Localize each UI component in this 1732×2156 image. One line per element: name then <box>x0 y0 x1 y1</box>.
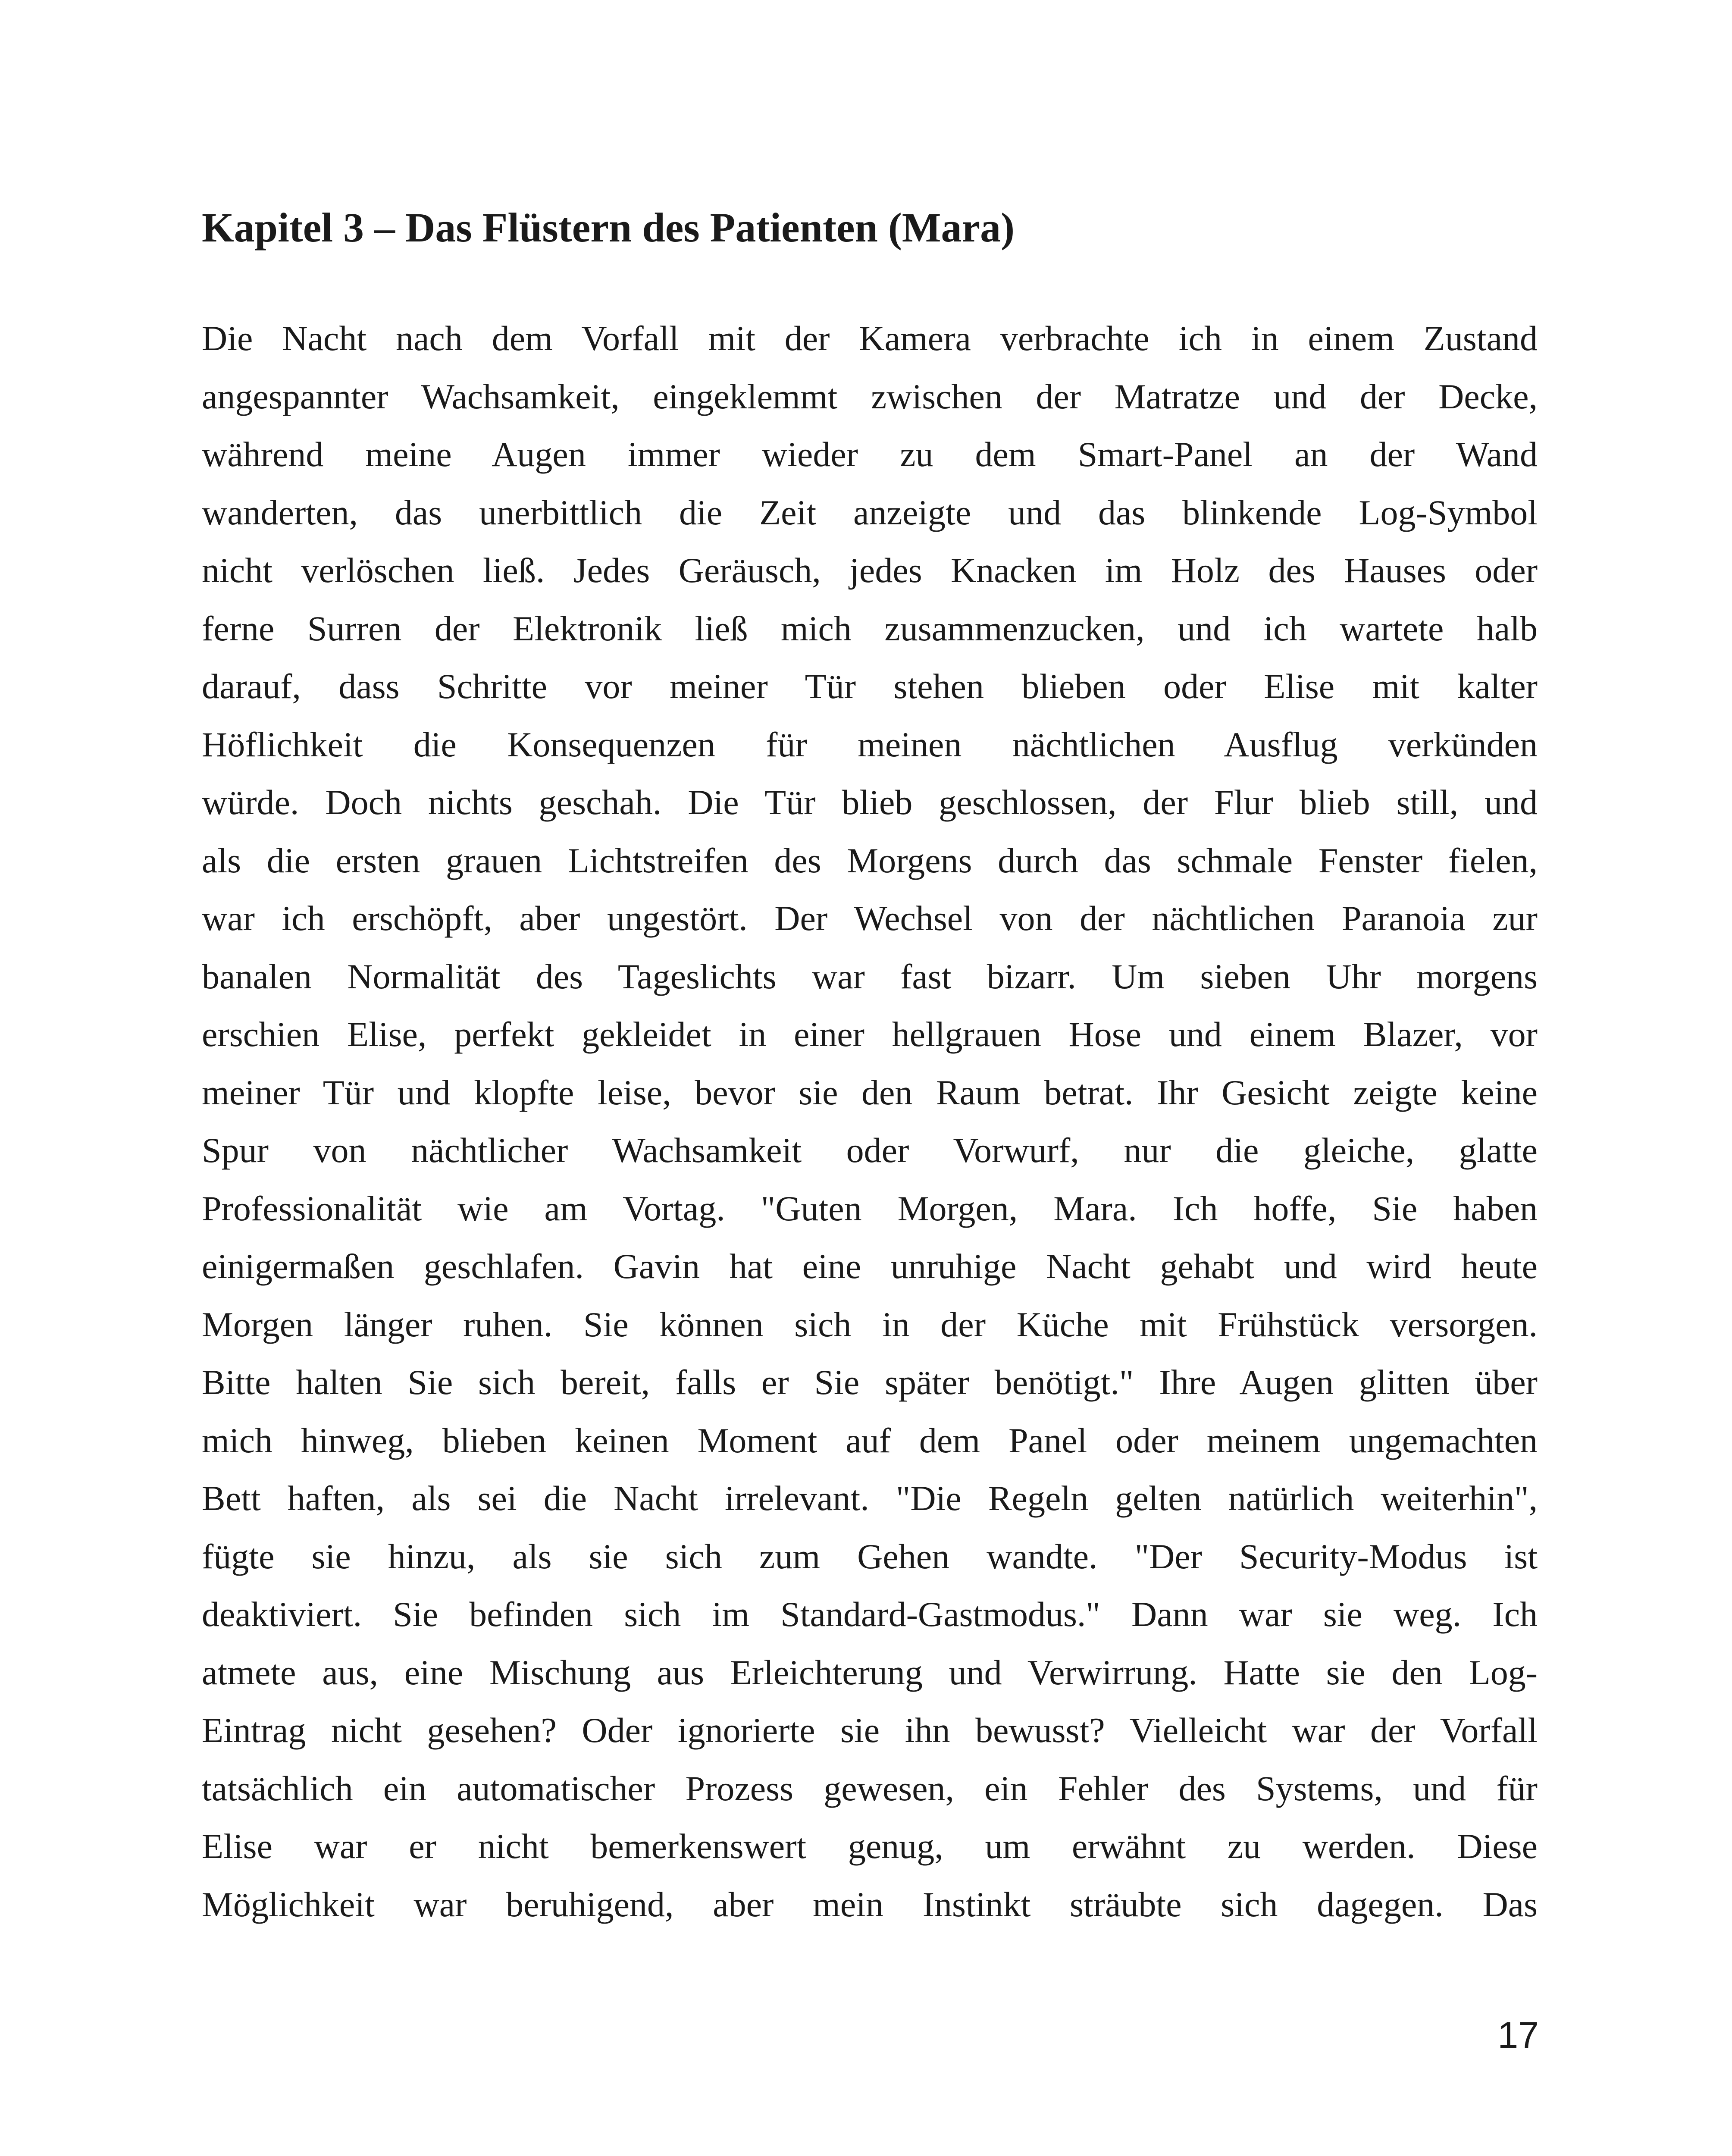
text-line: Höflichkeit die Konsequenzen für meinen nächtlichen Ausflug verkünden <box>202 724 1538 764</box>
text-line: Professionalität wie am Vortag. "Guten Morgen, Mara. Ich hoffe, Sie haben <box>202 1188 1538 1228</box>
text-line: fügte sie hinzu, als sie sich zum Gehen wandte. "Der Security-Modus ist <box>202 1536 1538 1576</box>
text-line: nicht verlöschen ließ. Jedes Geräusch, jedes Knacken im Holz des Hauses oder <box>202 551 1538 590</box>
body-paragraph <box>202 310 1538 1934</box>
text-line: banalen Normalität des Tageslichts war fast bizarr. Um sieben Uhr morgens <box>202 956 1538 996</box>
text-line: mich hinweg, blieben keinen Moment auf dem Panel oder meinem ungemachten <box>202 1420 1538 1460</box>
text-line: atmete aus, eine Mischung aus Erleichterung und Verwirrung. Hatte sie den Log- <box>202 1652 1538 1692</box>
text-line: während meine Augen immer wieder zu dem Smart-Panel an der Wand <box>202 435 1538 474</box>
text-line: angespannter Wachsamkeit, eingeklemmt zwischen der Matratze und der Decke, <box>202 376 1538 416</box>
text-line: darauf, dass Schritte vor meiner Tür stehen blieben oder Elise mit kalter <box>202 667 1538 706</box>
text-line: Die Nacht nach dem Vorfall mit der Kamera verbrachte ich in einem Zustand <box>202 319 1538 358</box>
text-line: Elise war er nicht bemerkenswert genug, um erwähnt zu werden. Diese <box>202 1827 1538 1866</box>
text-line: Eintrag nicht gesehen? Oder ignorierte sie ihn bewusst? Vielleicht war der Vorfall <box>202 1711 1538 1750</box>
text-line: Möglichkeit war beruhigend, aber mein Instinkt sträubte sich dagegen. Das <box>202 1884 1538 1924</box>
text-line: Morgen länger ruhen. Sie können sich in der Küche mit Frühstück versorgen. <box>202 1304 1538 1344</box>
text-line: tatsächlich ein automatischer Prozess gewesen, ein Fehler des Systems, und für <box>202 1768 1538 1808</box>
text-line: war ich erschöpft, aber ungestört. Der Wechsel von der nächtlichen Paranoia zur <box>202 899 1538 938</box>
chapter-title: Kapitel 3 – Das Flüstern des Patienten (Mara) <box>202 204 1015 251</box>
page-number: 17 <box>1497 2015 1539 2056</box>
text-line: meiner Tür und klopfte leise, bevor sie den Raum betrat. Ihr Gesicht zeigte keine <box>202 1072 1538 1112</box>
text-line: Bitte halten Sie sich bereit, falls er Sie später benötigt." Ihre Augen glitten über <box>202 1363 1538 1402</box>
text-line: Bett haften, als sei die Nacht irrelevant. "Die Regeln gelten natürlich weiterhin", <box>202 1479 1538 1518</box>
text-line: ferne Surren der Elektronik ließ mich zusammenzucken, und ich wartete halb <box>202 608 1538 648</box>
text-line: einigermaßen geschlafen. Gavin hat eine unruhige Nacht gehabt und wird heute <box>202 1247 1538 1286</box>
text-line: Spur von nächtlicher Wachsamkeit oder Vorwurf, nur die gleiche, glatte <box>202 1131 1538 1170</box>
text-line: deaktiviert. Sie befinden sich im Standard-Gastmodus." Dann war sie weg. Ich <box>202 1595 1538 1634</box>
text-line: erschien Elise, perfekt gekleidet in einer hellgrauen Hose und einem Blazer, vor <box>202 1015 1538 1054</box>
text-line: wanderten, das unerbittlich die Zeit anzeigte und das blinkende Log-Symbol <box>202 492 1538 532</box>
text-line: würde. Doch nichts geschah. Die Tür blieb geschlossen, der Flur blieb still, und <box>202 783 1538 822</box>
text-line: als die ersten grauen Lichtstreifen des Morgens durch das schmale Fenster fielen, <box>202 840 1538 880</box>
